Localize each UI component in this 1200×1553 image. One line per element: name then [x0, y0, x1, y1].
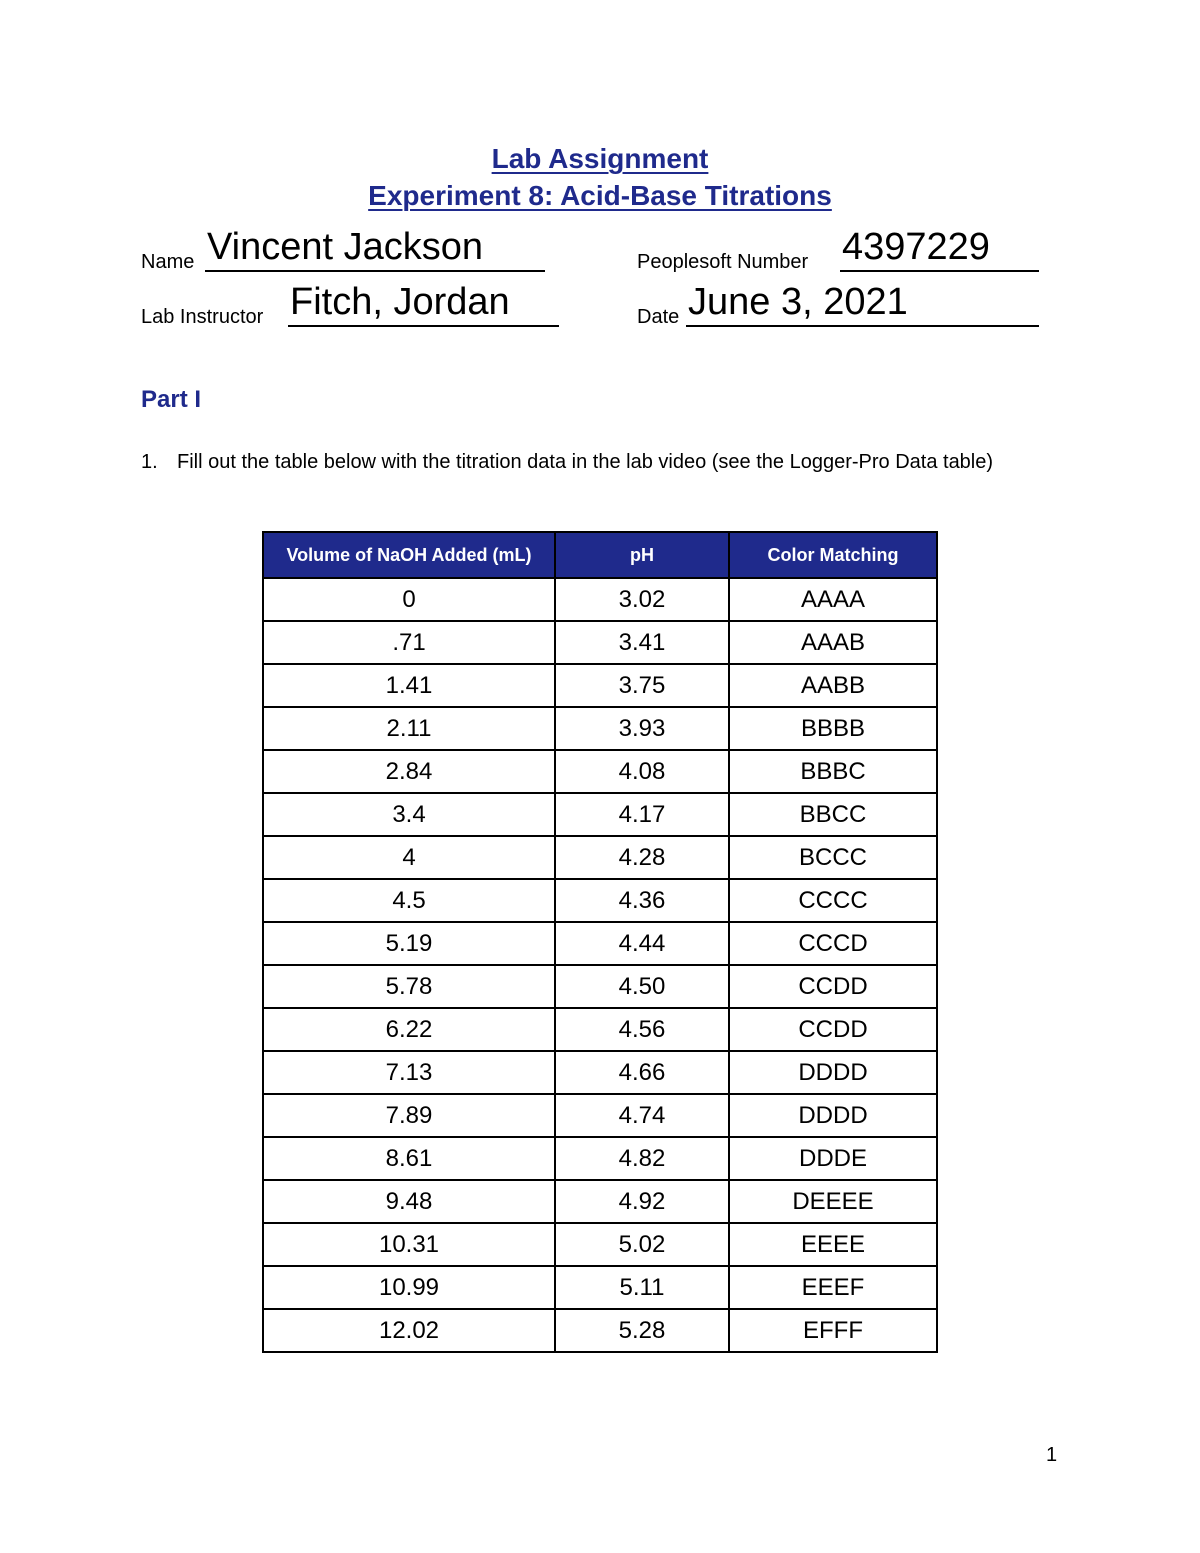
- cell-ph: 4.82: [555, 1137, 729, 1180]
- cell-ph: 4.28: [555, 836, 729, 879]
- cell-volume: 5.78: [263, 965, 555, 1008]
- question-number: 1.: [141, 451, 158, 473]
- cell-ph: 3.02: [555, 578, 729, 621]
- table-row: [263, 1223, 937, 1266]
- cell-ph: 3.41: [555, 621, 729, 664]
- cell-volume: 1.41: [263, 664, 555, 707]
- instructor-value: Fitch, Jordan: [290, 281, 510, 323]
- cell-volume: 3.4: [263, 793, 555, 836]
- cell-color-matching: BCCC: [729, 836, 937, 879]
- cell-volume: 4.5: [263, 879, 555, 922]
- table-row: [263, 1137, 937, 1180]
- name-label: Name: [141, 251, 195, 273]
- table-header-row: [263, 532, 937, 578]
- table-row: [263, 1094, 937, 1137]
- cell-volume: 7.13: [263, 1051, 555, 1094]
- cell-volume: 10.31: [263, 1223, 555, 1266]
- table-row: [263, 1180, 937, 1223]
- page-subtitle: Experiment 8: Acid-Base Titrations: [368, 180, 832, 211]
- cell-color-matching: DDDD: [729, 1094, 937, 1137]
- cell-color-matching: EEEF: [729, 1266, 937, 1309]
- cell-ph: 4.92: [555, 1180, 729, 1223]
- cell-volume: 2.11: [263, 707, 555, 750]
- cell-volume: 12.02: [263, 1309, 555, 1352]
- cell-color-matching: AAAB: [729, 621, 937, 664]
- date-line: [686, 277, 1039, 327]
- peoplesoft-label: Peoplesoft Number: [637, 251, 809, 273]
- cell-color-matching: BBBB: [729, 707, 937, 750]
- name-line: [205, 222, 545, 272]
- question-text: Fill out the table below with the titration data in the lab video (see the Logger-Pro Data table): [177, 451, 994, 473]
- cell-volume: 0: [263, 578, 555, 621]
- table-row: [263, 922, 937, 965]
- table-row: [263, 578, 937, 621]
- cell-color-matching: DEEEE: [729, 1180, 937, 1223]
- table-row: [263, 1008, 937, 1051]
- cell-color-matching: BBBC: [729, 750, 937, 793]
- header-ph: pH: [555, 532, 729, 578]
- header-volume: Volume of NaOH Added (mL): [263, 532, 555, 578]
- cell-volume: 8.61: [263, 1137, 555, 1180]
- cell-color-matching: EEEE: [729, 1223, 937, 1266]
- cell-volume: 6.22: [263, 1008, 555, 1051]
- page-number: 1: [1046, 1444, 1058, 1466]
- cell-color-matching: CCDD: [729, 1008, 937, 1051]
- table-row: [263, 707, 937, 750]
- part-heading: Part I: [141, 386, 202, 413]
- cell-ph: 3.75: [555, 664, 729, 707]
- cell-color-matching: DDDE: [729, 1137, 937, 1180]
- name-value: Vincent Jackson: [207, 226, 484, 268]
- cell-ph: 5.11: [555, 1266, 729, 1309]
- cell-color-matching: EFFF: [729, 1309, 937, 1352]
- table-row: [263, 750, 937, 793]
- cell-color-matching: DDDD: [729, 1051, 937, 1094]
- cell-ph: 5.02: [555, 1223, 729, 1266]
- table-row: [263, 836, 937, 879]
- cell-ph: 4.66: [555, 1051, 729, 1094]
- cell-ph: 4.50: [555, 965, 729, 1008]
- table-row: [263, 879, 937, 922]
- cell-volume: 5.19: [263, 922, 555, 965]
- table-row: [263, 1266, 937, 1309]
- peoplesoft-value: 4397229: [842, 226, 990, 268]
- cell-volume: 2.84: [263, 750, 555, 793]
- cell-volume: .71: [263, 621, 555, 664]
- date-field: [637, 277, 1039, 327]
- cell-color-matching: AABB: [729, 664, 937, 707]
- cell-color-matching: AAAA: [729, 578, 937, 621]
- cell-volume: 9.48: [263, 1180, 555, 1223]
- peoplesoft-field: [637, 222, 1039, 272]
- cell-ph: 5.28: [555, 1309, 729, 1352]
- cell-ph: 4.17: [555, 793, 729, 836]
- cell-volume: 4: [263, 836, 555, 879]
- table-row: [263, 664, 937, 707]
- date-value: June 3, 2021: [688, 281, 908, 323]
- cell-ph: 4.36: [555, 879, 729, 922]
- date-label: Date: [637, 306, 680, 328]
- cell-color-matching: CCCD: [729, 922, 937, 965]
- page-title: Lab Assignment: [491, 143, 709, 174]
- titration-table: [262, 531, 938, 1353]
- cell-ph: 3.93: [555, 707, 729, 750]
- header-color-matching: Color Matching: [729, 532, 937, 578]
- cell-ph: 4.56: [555, 1008, 729, 1051]
- table-row: [263, 1309, 937, 1352]
- table-row: [263, 1051, 937, 1094]
- cell-ph: 4.44: [555, 922, 729, 965]
- cell-volume: 7.89: [263, 1094, 555, 1137]
- table-row: [263, 965, 937, 1008]
- instructor-line: [288, 277, 559, 327]
- instructor-field: [141, 277, 559, 327]
- name-field: [141, 222, 545, 272]
- instructor-label: Lab Instructor: [141, 306, 264, 328]
- cell-color-matching: BBCC: [729, 793, 937, 836]
- table-row: [263, 621, 937, 664]
- cell-color-matching: CCCC: [729, 879, 937, 922]
- table-row: [263, 793, 937, 836]
- peoplesoft-line: [840, 222, 1039, 272]
- cell-ph: 4.74: [555, 1094, 729, 1137]
- cell-color-matching: CCDD: [729, 965, 937, 1008]
- cell-ph: 4.08: [555, 750, 729, 793]
- cell-volume: 10.99: [263, 1266, 555, 1309]
